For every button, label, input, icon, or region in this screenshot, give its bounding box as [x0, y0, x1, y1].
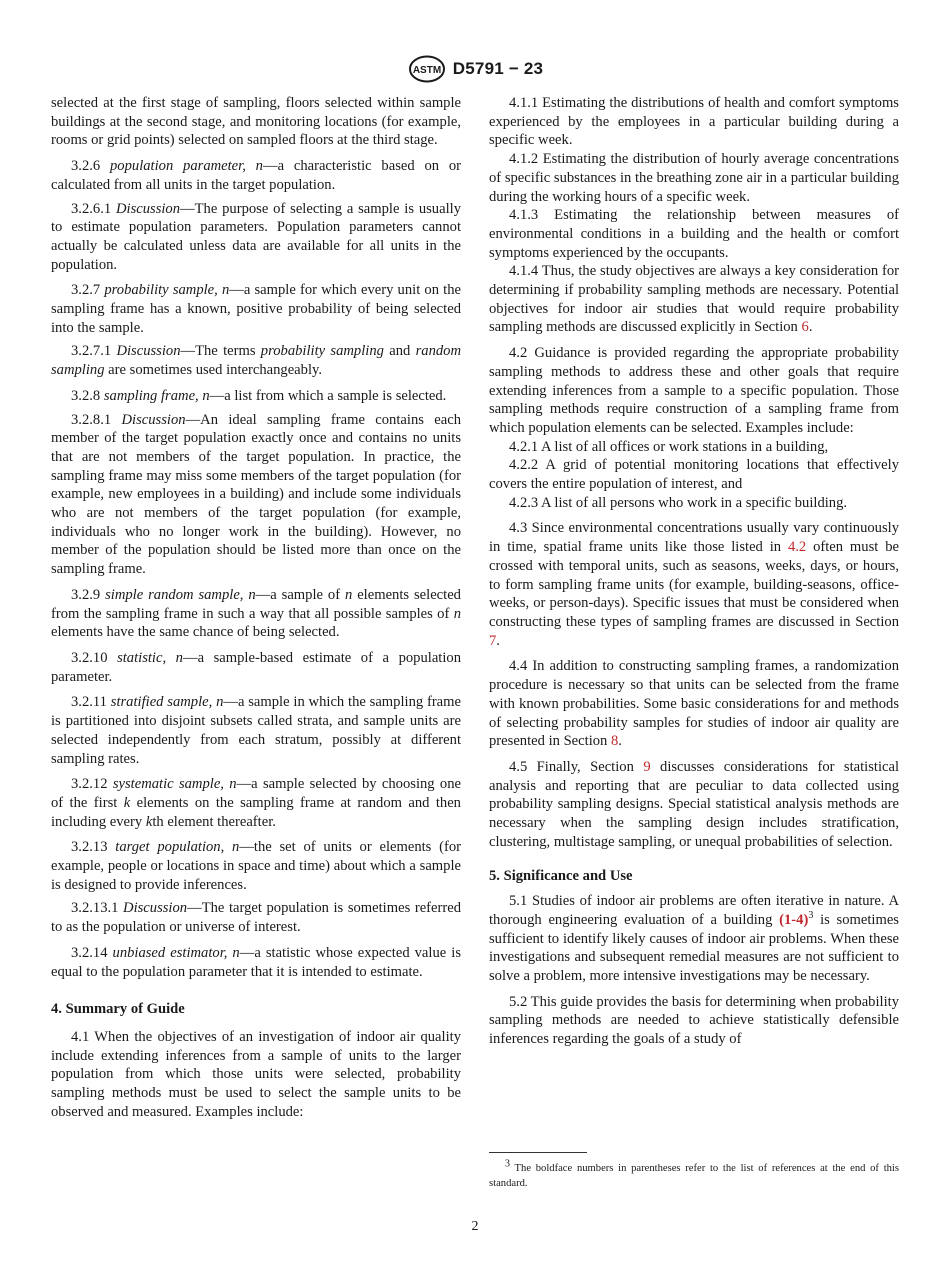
paragraph-4-1-2: 4.1.2 Estimating the distribution of hourly average concentrations of specific substances in the breathing zone air in a particular building during the working hours of a specific week. [489, 151, 899, 205]
definition-3-2-10: 3.2.10 statistic, n—a sample-based estimate of a population parameter. [51, 649, 462, 685]
definition-3-2-7: 3.2.7 probability sample, n—a sample for which every unit on the sampling frame has a known, positive probability of being selected into the sample. [51, 282, 461, 336]
definition-3-2-12: 3.2.12 systematic sample, n—a sample selected by choosing one of the first k elements on the sampling frame at random and then including every kth element thereafter. [51, 776, 461, 830]
right-column [489, 94, 899, 1049]
section-7-link[interactable]: 7 [489, 632, 497, 649]
paragraph-4-1-4: 4.1.4 Thus, the study objectives are always a key consideration for determining if probability sampling methods are necessary. Potential objectives for indoor air studies that would require probability sampling methods are discussed explicitly in Section 6. [489, 263, 899, 336]
definition-3-2-13: 3.2.13 target population, n—the set of units or elements (for example, people or locations in space and time) about which a sample is designed to provide inferences. [51, 839, 461, 893]
document-id: D5791 − 23 [452, 59, 544, 78]
svg-text:ASTM: ASTM [412, 65, 441, 76]
discussion-3-2-8-1: 3.2.8.1 Discussion—An ideal sampling frame contains each member of the target population exactly once and contains no units that are not members of the target population. In practice, the sampling frame may miss some members of the target population (for example, new employees in a building) and include some individuals who are not members of the target population (for example, individuals who no longer work in the building). However, no member of the population should be listed more than once on the sampling frame. [51, 411, 461, 578]
definition-3-2-14: 3.2.14 unbiased estimator, n—a statistic whose expected value is equal to the population parameter that it is intended to estimate. [51, 944, 462, 980]
paragraph-4-3: 4.3 Since environmental concentrations usually vary continuously in time, spatial frame units like those listed in 4.2 often must be crossed with temporal units, such as seasons, weeks, days, or hours, to form sampling frame units (for example, building-seasons, office-weeks, or person-days). Specific issues that must be considered when constructing these types of sampling frames are discussed in Section 7. [489, 520, 899, 649]
section-4-heading: 4. Summary of Guide [51, 1001, 185, 1018]
discussion-3-2-13-1: 3.2.13.1 Discussion—The target population is sometimes referred to as the population or universe of interest. [51, 900, 461, 936]
left-column [51, 94, 461, 1121]
discussion-3-2-6-1: 3.2.6.1 Discussion—The purpose of selecting a sample is usually to estimate population parameters. Population parameters cannot actually be calculated unless data are available for all units in the population. [51, 200, 461, 273]
definition-3-2-9: 3.2.9 simple random sample, n—a sample of n elements selected from the sampling frame in such a way that all possible samples of n elements have the same chance of being selected. [51, 586, 461, 641]
section-6-link[interactable]: 6 [801, 319, 809, 336]
definition-3-2-6: 3.2.6 population parameter, n—a characteristic based on or calculated from all units in the target population. [51, 158, 461, 193]
discussion-3-2-7-1: 3.2.7.1 Discussion—The terms probability sampling and random sampling are sometimes used interchangeably. [51, 343, 461, 379]
paragraph-4-2-2: 4.2.2 A grid of potential monitoring locations that effectively covers the entire population of interest, and [489, 457, 899, 493]
continued-paragraph: selected at the first stage of sampling, floors selected within sample buildings at the second stage, and monitoring locations (for example, rooms or grid points) selected on sampled floors at the third stage. [51, 95, 461, 149]
definition-3-2-8: 3.2.8 sampling frame, n—a list from which a sample is selected. [71, 387, 447, 404]
references-1-4-link[interactable]: (1-4) [779, 911, 809, 928]
section-8-link[interactable]: 8 [611, 733, 619, 750]
section-9-link[interactable]: 9 [643, 758, 651, 775]
definition-3-2-11: 3.2.11 stratified sample, n—a sample in which the sampling frame is partitioned into disjoint subsets called strata, and sample units are selected independently from each stratum, possibly at different sampling rates. [51, 694, 461, 767]
section-4-2-link[interactable]: 4.2 [787, 539, 807, 556]
paragraph-4-2-3: 4.2.3 A list of all persons who work in a specific building. [509, 494, 848, 511]
astm-logo [407, 55, 447, 83]
page-number: 2 [471, 1219, 479, 1234]
paragraph-4-5: 4.5 Finally, Section 9 discusses considerations for statistical analysis and reporting that are peculiar to data collected using probability sampling designs. Special statistical analysis methods are necessary when the sampling design includes stratification, clustering, multistage sampling, or unequal probabilities of selection. [489, 758, 900, 850]
page-header [0, 56, 950, 82]
paragraph-4-4: 4.4 In addition to constructing sampling frames, a randomization procedure is necessary so that units can be selected from the frame with known probabilities. Some basic considerations for and methods of selecting probability samples for studies of indoor air quality are presented in Section 8. [489, 658, 899, 750]
footnote-divider [489, 1152, 587, 1153]
paragraph-4-2-1: 4.2.1 A list of all offices or work stations in a building, [509, 438, 829, 455]
paragraph-4-1: 4.1 When the objectives of an investigation of indoor air quality include extending inferences from a sample of units to the larger population from which those units were selected, probability sampling methods must be used to select the sample units to be observed and measured. Examples include: [51, 1028, 461, 1120]
paragraph-4-1-3: 4.1.3 Estimating the relationship between measures of environmental conditions in a building and the health or comfort symptoms experienced by the occupants. [489, 207, 899, 261]
paragraph-4-2: 4.2 Guidance is provided regarding the appropriate probability sampling methods to address these and other goals that require extending inferences from a sample to a specific population. Those sampling methods require construction of a sampling frame from which population elements can be selected. Examples include: [489, 345, 899, 436]
paragraph-4-1-1: 4.1.1 Estimating the distributions of health and comfort symptoms experienced by the employees in a particular building during a specific week. [489, 95, 899, 149]
section-5-heading: 5. Significance and Use [489, 868, 633, 885]
paragraph-5-1: 5.1 Studies of indoor air problems are often iterative in nature. A thorough engineering evaluation of a building $(1-4)^3$ is sometimes sufficient to identify likely causes of indoor air problems. When these investigations and subsequent remedial measures are not sufficient to solve a problem, more intensive investigations may be necessary. [489, 893, 899, 984]
footnote-marker: 3 [808, 909, 814, 921]
paragraph-5-2: 5.2 This guide provides the basis for determining when probability sampling methods are needed to achieve statistically defensible inferences regarding the goals of a study of [489, 993, 899, 1048]
footnote: $^3$ The boldface numbers in parentheses refer to the list of references at the end of this standard. [489, 1158, 899, 1189]
